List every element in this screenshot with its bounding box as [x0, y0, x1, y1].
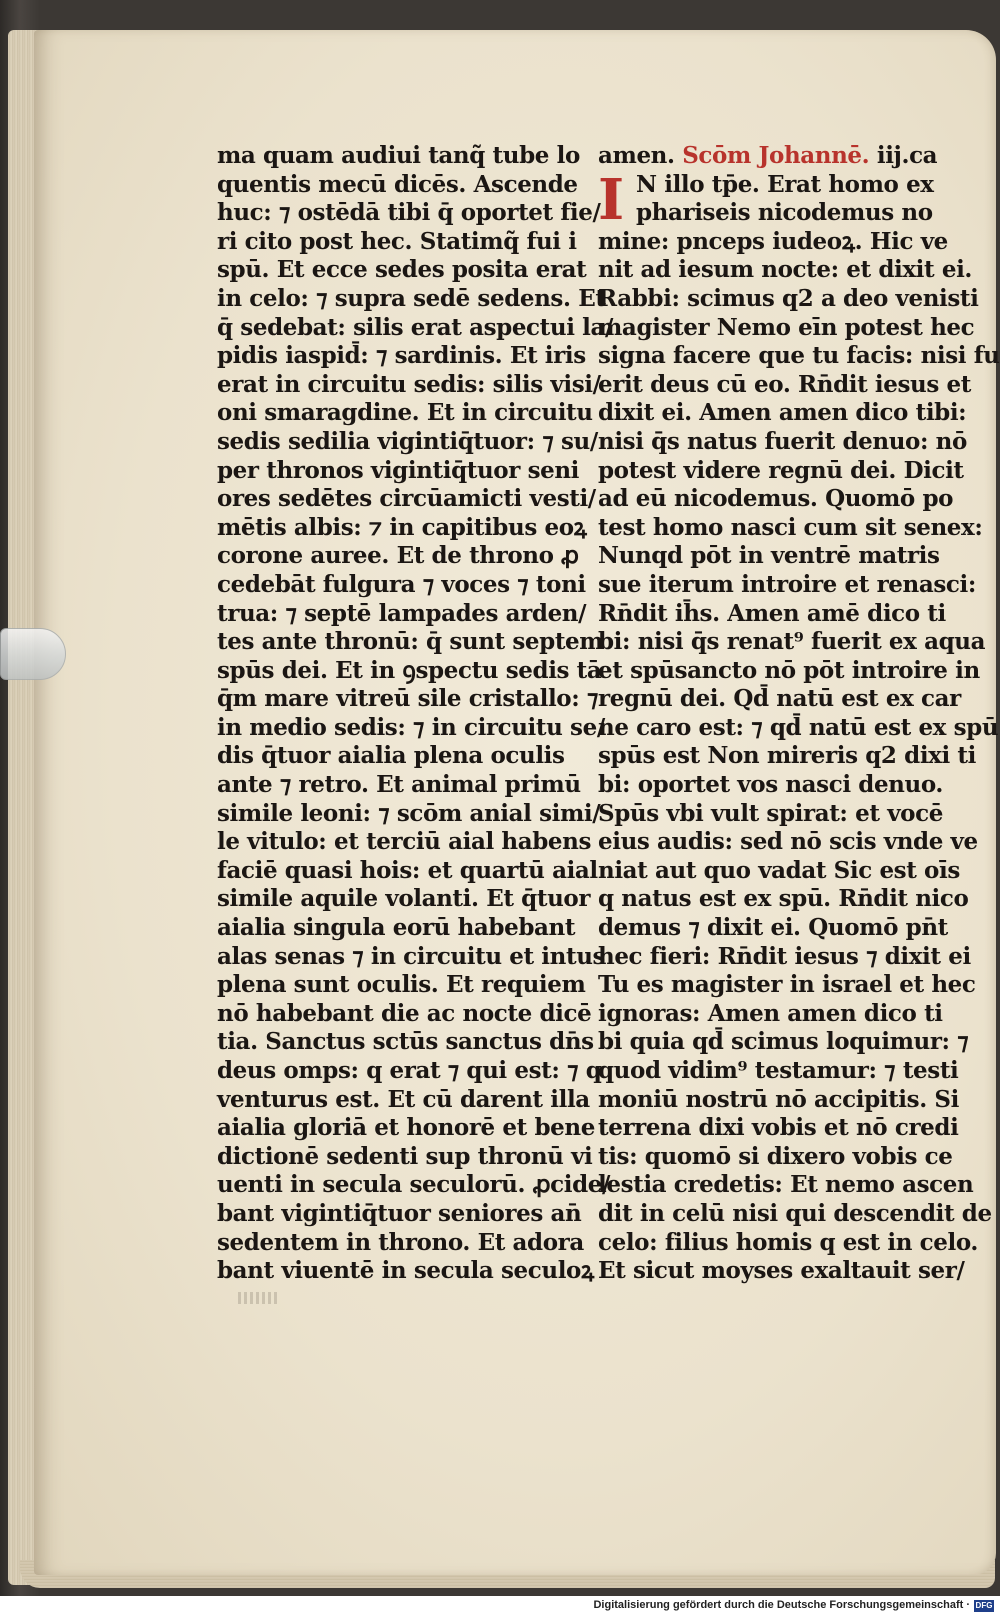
text-line: quod vidim⁹ testamur: ⁊ testi [598, 1057, 959, 1084]
text-line: demus ⁊ dixit ei. Quomō pn̄t [598, 914, 948, 942]
text-line: mētis albis: ⁊ in capitibus eoꝝ [217, 513, 587, 541]
text-line: nisi q̄s natus fuerit denuo: nō [598, 427, 967, 455]
text-line: in celo: ⁊ supra sedē sedens. Et [217, 284, 606, 312]
initial-lines [598, 166, 948, 257]
text-line: dis q̄tuor aialia plena oculis [217, 742, 565, 770]
chapter-heading [598, 142, 946, 171]
text-line: ante ⁊ retro. Et animal primū [217, 771, 581, 799]
drop-initial: I [598, 166, 624, 233]
text-line: phariseis nicodemus no [636, 199, 933, 227]
text-line: sedis sedilia vigintiq̄tuor: ⁊ su/ [217, 427, 598, 455]
right-body-lines [598, 256, 1000, 1285]
text-line: dictionē sedenti sup thronū vi [217, 1142, 593, 1170]
right-text-column [598, 142, 1000, 1286]
digitization-credit: Digitalisierung gefördert durch die Deutsche Forschungsgemeinschaft · [593, 1599, 970, 1611]
text-line: erit deus cū eo. Rn̄dit iesus et [598, 370, 971, 398]
text-line: quentis mecū dicēs. Ascende [217, 170, 578, 198]
text-line: celo: filius homis q est in celo. [598, 1228, 978, 1256]
text-line: ad eū nicodemus. Quomō po [598, 485, 954, 513]
text-line: signa facere que tu facis: nisi fu [598, 342, 1000, 370]
text-line: dit in celū nisi qui descendit de [598, 1199, 992, 1227]
text-line: N illo tp̄e. Erat homo ex [636, 170, 934, 198]
text-line: ri cito post hec. Statimq̃ fui i [217, 227, 577, 255]
text-line: spūs est Non mireris q2 dixi ti [598, 742, 976, 770]
text-line: Tu es magister in israel et hec [598, 971, 976, 999]
text-line: dixit ei. Amen amen dico tibi: [598, 399, 967, 427]
text-line: tes ante thronū: q̄ sunt septem [217, 628, 604, 656]
text-line: niat aut quo vadat Sic est oīs [598, 856, 960, 884]
text-line: bant viuentē in secula seculoꝝ [217, 1257, 594, 1285]
text-line: cedebāt fulgura ⁊ voces ⁊ toni [217, 570, 586, 598]
text-line: oni smaragdine. Et in circuitu [217, 399, 593, 427]
chapter-number: iij.ca [876, 142, 938, 169]
text-line: tia. Sanctus sctūs sanctus dn̄s [217, 1028, 594, 1056]
text-line: ne caro est: ⁊ qd̄ natū est ex spū [598, 713, 999, 741]
text-line: ignoras: Amen amen dico ti [598, 999, 943, 1027]
text-line: moniū nostrū nō accipitis. Si [598, 1085, 959, 1113]
text-line: in medio sedis: ⁊ in circuitu se/ [217, 713, 605, 741]
text-line: lestia credetis: Et nemo ascen [598, 1171, 974, 1199]
text-line: bi: nisi q̄s renat⁹ fuerit ex aqua [598, 628, 986, 656]
text-line: bant vigintiq̄tuor seniores an̄ [217, 1199, 582, 1227]
initial-block [598, 166, 948, 257]
text-line: sedentem in throno. Et adora [217, 1228, 584, 1256]
text-line: Et sicut moyses exaltauit ser/ [598, 1257, 965, 1285]
text-line: pidis iaspid̄: ⁊ sardinis. Et iris [217, 342, 586, 370]
text-line: nit ad iesum nocte: et dixit ei. [598, 256, 973, 284]
text-line: terrena dixi vobis et nō credi [598, 1114, 959, 1142]
text-line: deus omps: q erat ⁊ qui est: ⁊ q [217, 1057, 602, 1084]
text-line: plena sunt oculis. Et requiem [217, 971, 586, 999]
text-line: bi: oportet vos nasci denuo. [598, 771, 943, 799]
text-line: Nunqd pōt in ventrē matris [598, 542, 940, 570]
text-line: test homo nasci cum sit senex: [598, 513, 983, 541]
dfg-logo: DFG [975, 1601, 993, 1610]
page-clip [0, 628, 66, 680]
text-line: corone auree. Et de throno ꝓ [217, 542, 579, 570]
text-line: spūs dei. Et in ꝯspectu sedis tā [217, 656, 602, 684]
text-line: venturus est. Et cū darent illa [217, 1085, 590, 1113]
text-line: hec fieri: Rn̄dit iesus ⁊ dixit ei [598, 942, 971, 970]
text-line: huc: ⁊ ostēdā tibi q̄ oportet fie/ [217, 199, 601, 227]
text-line: Rabbi: scimus q2 a deo venisti [598, 284, 979, 312]
text-line: ma quam audiui tanq̃ tube lo [217, 142, 580, 169]
text-line: Rn̄dit ih̄s. Amen amē dico ti [598, 599, 946, 627]
text-line: Spūs vbi vult spirat: et vocē [598, 799, 943, 827]
text-line: tis: quomō si dixero vobis ce [598, 1142, 953, 1170]
text-line: simile leoni: ⁊ scōm anial simi/ [217, 799, 601, 827]
text-line: alas senas ⁊ in circuitu et intus [217, 942, 606, 970]
text-line: faciē quasi hois: et quartū aial [217, 856, 598, 884]
text-line: uenti in secula seculorū. ꝓcide/ [217, 1171, 610, 1199]
text-line: trua: ⁊ septē lampades arden/ [217, 599, 587, 627]
text-line: potest videre regnū dei. Dicit [598, 456, 964, 484]
text-line: erat in circuitu sedis: silis visi/ [217, 370, 601, 398]
text-line: aialia gloriā et honorē et bene [217, 1114, 595, 1142]
text-line: magister Nemo eīn potest hec [598, 313, 975, 341]
text-line: spū. Et ecce sedes posita erat [217, 256, 587, 284]
text-line: mine: pnceps iudeoꝝ. Hic ve [598, 227, 948, 255]
text-line: le vitulo: et terciū aial habens [217, 828, 592, 856]
text-line: et spūsancto nō pōt introire in [598, 656, 980, 684]
text-line: q natus est ex spū. Rn̄dit nico [598, 885, 969, 913]
text-line: per thronos vigintiq̄tuor seni [217, 456, 580, 484]
text-line: regnū dei. Qd̄ natū est ex car [598, 685, 961, 713]
text-line: q̄ sedebat: silis erat aspectui la/ [217, 313, 613, 341]
left-text-column [217, 142, 613, 1286]
text-line: q̄m mare vitreū sile cristallo: ⁊ [217, 685, 598, 713]
faint-signature-mark [238, 1292, 278, 1304]
text-line: nō habebant die ac nocte dicē [217, 999, 592, 1027]
text-line: aialia singula eorū habebant [217, 914, 576, 942]
text-line: eius audis: sed nō scis vnde ve [598, 828, 978, 856]
rubric-heading: Scōm Johannē. [682, 142, 870, 169]
text-line: simile aquile volanti. Et q̄tuor [217, 885, 591, 913]
heading-lead: amen. [598, 142, 675, 169]
text-line: ores sedētes circūamicti vesti/ [217, 485, 596, 513]
text-line: bi quia qd̄ scimus loquimur: ⁊ [598, 1028, 969, 1056]
text-line: sue iterum introire et renasci: [598, 570, 976, 598]
